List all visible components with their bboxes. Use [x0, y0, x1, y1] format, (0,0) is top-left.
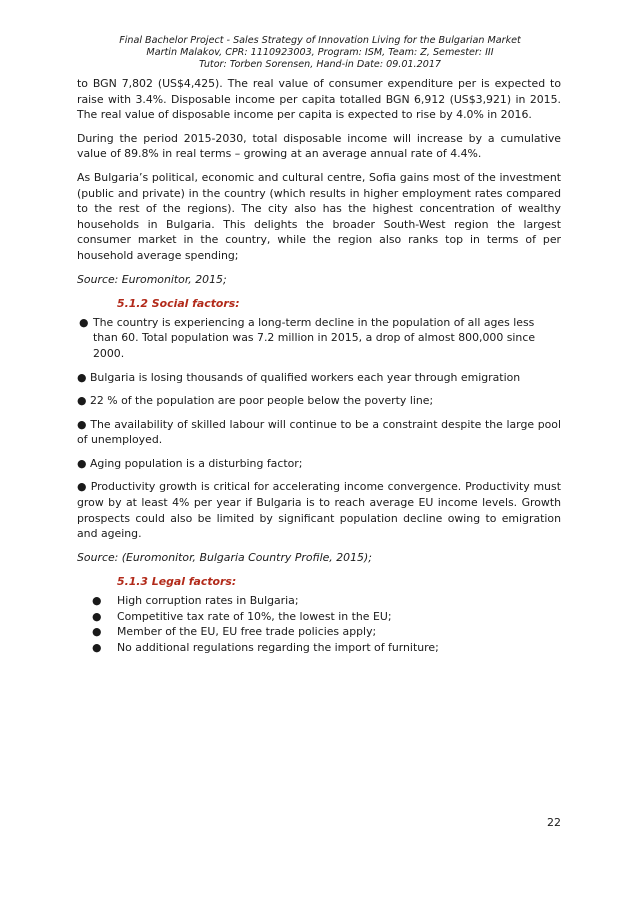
header-tutor: Tutor: Torben Sorensen, Hand-in Date: 09.01.2017	[198, 59, 442, 70]
bullet-icon: ●	[79, 315, 89, 329]
list-item-text: High corruption rates in Bulgaria;	[117, 594, 299, 608]
paragraph-sofia: As Bulgaria’s political, economic and cultural centre, Sofia gains most of the investment (public and private) in the country (which results in higher employment rates compared to the rest of the regions). The city also has the highest concentration of wealthy households in Bulgaria. This delights the broader South-West region the largest consumer market in the country, while the region also ranks top in terms of per household average spending;	[77, 170, 561, 262]
list-item: ● 22 % of the population are poor people below the poverty line;	[77, 394, 434, 408]
paragraph-income: to BGN 7,802 (US$4,425). The real value of consumer expenditure per is expected to raise with 3.4%. Disposable income per capita totalled BGN 6,912 (US$3,921) in 2015. The real value of disposable income per capita is expected to rise by 4.0% in 2016.	[77, 77, 561, 122]
list-item	[77, 640, 561, 656]
bullet-icon: ●	[92, 594, 102, 608]
section-heading-social: 5.1.2 Social factors:	[117, 297, 240, 311]
list-item: ● Productivity growth is critical for accelerating income convergence. Productivity must grow by at least 4% per year if Bulgaria is to reach average EU income levels. Growth prospects could also be limited by significant population decline owing to emigration and ageing.	[77, 480, 561, 541]
source-citation: Source: Euromonitor, 2015;	[77, 272, 227, 286]
section-heading-legal: 5.1.3 Legal factors:	[117, 575, 237, 589]
list-item: ● Aging population is a disturbing factor;	[77, 456, 303, 470]
list-item: ● Bulgaria is losing thousands of qualified workers each year through emigration	[77, 370, 521, 384]
list-item	[77, 315, 561, 362]
legal-factors-list	[77, 593, 561, 655]
paragraph-disposable-income: During the period 2015-2030, total disposable income will increase by a cumulative value of 89.8% in real terms – growing at an average annual rate of 4.4%.	[77, 131, 561, 161]
page-body	[77, 76, 561, 655]
list-item: ● The availability of skilled labour will continue to be a constraint despite the large pool of unemployed.	[77, 417, 561, 447]
list-item-text: Competitive tax rate of 10%, the lowest in the EU;	[117, 609, 392, 623]
list-item-text: Member of the EU, EU free trade policies apply;	[117, 625, 377, 639]
list-item-text: No additional regulations regarding the import of furniture;	[117, 640, 439, 654]
page-header	[70, 35, 570, 71]
list-item-text: The country is experiencing a long-term decline in the population of all ages less than 60. Total population was 7.2 million in 2015, a drop of almost 800,000 since 2000.	[93, 315, 536, 360]
list-item	[77, 609, 561, 625]
bullet-icon: ●	[92, 609, 102, 623]
list-item	[77, 593, 561, 609]
header-title: Final Bachelor Project - Sales Strategy of Innovation Living for the Bulgarian Market	[119, 35, 521, 46]
header-author: Martin Malakov, CPR: 1110923003, Program: ISM, Team: Z, Semester: III	[146, 47, 494, 58]
bullet-icon: ●	[92, 640, 102, 654]
list-item	[77, 624, 561, 640]
bullet-icon: ●	[92, 625, 102, 639]
page-number: 22	[547, 816, 561, 829]
source-citation: Source: (Euromonitor, Bulgaria Country Profile, 2015);	[77, 550, 372, 564]
